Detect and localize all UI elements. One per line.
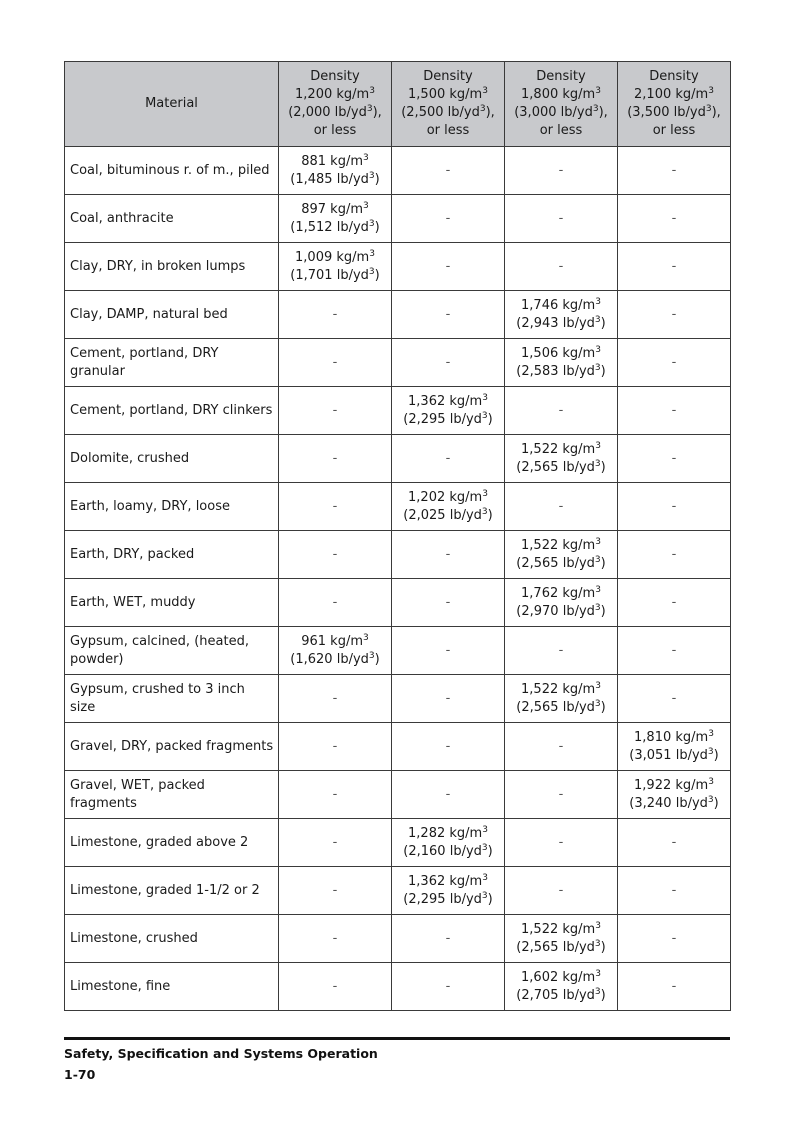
empty-cell <box>392 435 505 483</box>
density-metric: 881 kg/m <box>301 153 364 169</box>
density-imperial: (2,970 lb/yd <box>516 603 595 619</box>
table-row <box>65 195 731 243</box>
dash-placeholder: - <box>558 498 564 514</box>
exponent: 3 <box>481 506 488 517</box>
density-value-cell <box>505 531 618 579</box>
table-row <box>65 627 731 675</box>
empty-cell <box>505 195 618 243</box>
density-metric: 1,009 kg/m <box>295 249 370 265</box>
table-row <box>65 579 731 627</box>
header-density-1200 <box>279 62 392 147</box>
empty-cell <box>505 627 618 675</box>
material-cell: Earth, WET, muddy <box>65 579 279 627</box>
header-exponent: 3 <box>592 104 599 114</box>
exponent: 3 <box>595 296 601 307</box>
dash-placeholder: - <box>671 402 677 418</box>
dash-placeholder: - <box>332 498 338 514</box>
empty-cell <box>618 147 731 195</box>
dash-placeholder: - <box>671 930 677 946</box>
density-close: ) <box>713 795 719 811</box>
dash-placeholder: - <box>445 258 451 274</box>
empty-cell <box>392 723 505 771</box>
density-imperial: (2,943 lb/yd <box>516 315 595 331</box>
empty-cell <box>618 675 731 723</box>
dash-placeholder: - <box>558 162 564 178</box>
header-exponent: 3 <box>708 86 714 96</box>
empty-cell <box>279 915 392 963</box>
density-metric: 1,506 kg/m <box>521 345 596 361</box>
density-value-cell <box>392 819 505 867</box>
header-density-metric: 1,800 kg/m <box>521 87 596 102</box>
empty-cell <box>279 771 392 819</box>
dash-placeholder: - <box>558 642 564 658</box>
empty-cell <box>505 243 618 291</box>
exponent: 3 <box>368 218 375 229</box>
exponent: 3 <box>707 746 714 757</box>
header-exponent: 3 <box>479 104 486 114</box>
empty-cell <box>279 963 392 1011</box>
density-metric: 961 kg/m <box>301 633 364 649</box>
dash-placeholder: - <box>558 786 564 802</box>
header-density-2100 <box>618 62 731 147</box>
header-density-1800 <box>505 62 618 147</box>
exponent: 3 <box>594 986 601 997</box>
density-close: ) <box>487 891 493 907</box>
empty-cell <box>505 483 618 531</box>
exponent: 3 <box>368 650 375 661</box>
header-density-close: ), <box>711 105 721 120</box>
dash-placeholder: - <box>332 738 338 754</box>
density-value-cell <box>505 339 618 387</box>
header-exponent: 3 <box>369 86 375 96</box>
empty-cell <box>618 963 731 1011</box>
header-density-imperial: (2,500 lb/yd <box>401 105 480 120</box>
dash-placeholder: - <box>671 690 677 706</box>
density-metric: 1,810 kg/m <box>634 729 709 745</box>
header-density-qualifier: or less <box>539 123 583 138</box>
density-table <box>64 61 731 1011</box>
empty-cell <box>618 531 731 579</box>
density-value-cell <box>279 195 392 243</box>
empty-cell <box>392 915 505 963</box>
material-cell: Coal, anthracite <box>65 195 279 243</box>
density-imperial: (2,295 lb/yd <box>403 891 482 907</box>
header-density-label: Density <box>649 69 699 84</box>
exponent: 3 <box>595 440 601 451</box>
dash-placeholder: - <box>445 354 451 370</box>
exponent: 3 <box>481 410 488 421</box>
dash-placeholder: - <box>558 738 564 754</box>
header-density-1500 <box>392 62 505 147</box>
density-value-cell <box>618 771 731 819</box>
density-imperial: (3,051 lb/yd <box>629 747 708 763</box>
dash-placeholder: - <box>671 450 677 466</box>
empty-cell <box>505 771 618 819</box>
density-imperial: (2,025 lb/yd <box>403 507 482 523</box>
dash-placeholder: - <box>332 402 338 418</box>
dash-placeholder: - <box>332 306 338 322</box>
empty-cell <box>279 531 392 579</box>
table-row <box>65 387 731 435</box>
exponent: 3 <box>708 776 714 787</box>
density-close: ) <box>374 651 380 667</box>
empty-cell <box>505 867 618 915</box>
table-header-row <box>65 62 731 147</box>
density-metric: 1,762 kg/m <box>521 585 596 601</box>
empty-cell <box>618 195 731 243</box>
density-value-cell <box>505 579 618 627</box>
density-value-cell <box>279 627 392 675</box>
table-row <box>65 339 731 387</box>
dash-placeholder: - <box>671 210 677 226</box>
dash-placeholder: - <box>332 450 338 466</box>
empty-cell <box>618 243 731 291</box>
dash-placeholder: - <box>445 738 451 754</box>
empty-cell <box>279 435 392 483</box>
density-metric: 1,922 kg/m <box>634 777 709 793</box>
empty-cell <box>618 387 731 435</box>
empty-cell <box>392 675 505 723</box>
table-row <box>65 771 731 819</box>
density-close: ) <box>374 267 380 283</box>
material-cell: Coal, bituminous r. of m., piled <box>65 147 279 195</box>
material-cell: Earth, loamy, DRY, loose <box>65 483 279 531</box>
density-value-cell <box>618 723 731 771</box>
density-value-cell <box>392 483 505 531</box>
density-metric: 1,522 kg/m <box>521 537 596 553</box>
header-density-close: ), <box>485 105 495 120</box>
density-imperial: (1,701 lb/yd <box>290 267 369 283</box>
empty-cell <box>618 291 731 339</box>
empty-cell <box>618 867 731 915</box>
dash-placeholder: - <box>671 834 677 850</box>
density-metric: 1,746 kg/m <box>521 297 596 313</box>
header-exponent: 3 <box>705 104 712 114</box>
dash-placeholder: - <box>332 834 338 850</box>
exponent: 3 <box>594 458 601 469</box>
dash-placeholder: - <box>558 402 564 418</box>
header-density-label: Density <box>536 69 586 84</box>
dash-placeholder: - <box>671 978 677 994</box>
dash-placeholder: - <box>332 786 338 802</box>
exponent: 3 <box>482 488 488 499</box>
density-imperial: (3,240 lb/yd <box>629 795 708 811</box>
exponent: 3 <box>595 536 601 547</box>
dash-placeholder: - <box>445 306 451 322</box>
density-imperial: (2,565 lb/yd <box>516 699 595 715</box>
exponent: 3 <box>595 344 601 355</box>
density-imperial: (1,620 lb/yd <box>290 651 369 667</box>
density-value-cell <box>279 243 392 291</box>
exponent: 3 <box>481 842 488 853</box>
empty-cell <box>618 915 731 963</box>
dash-placeholder: - <box>671 306 677 322</box>
empty-cell <box>392 531 505 579</box>
header-exponent: 3 <box>366 104 373 114</box>
empty-cell <box>392 579 505 627</box>
header-exponent: 3 <box>482 86 488 96</box>
exponent: 3 <box>482 872 488 883</box>
header-exponent: 3 <box>595 86 601 96</box>
exponent: 3 <box>482 392 488 403</box>
empty-cell <box>392 339 505 387</box>
density-value-cell <box>505 963 618 1011</box>
empty-cell <box>279 579 392 627</box>
exponent: 3 <box>595 584 601 595</box>
material-cell: Gypsum, crushed to 3 inch size <box>65 675 279 723</box>
empty-cell <box>279 867 392 915</box>
header-density-metric: 1,500 kg/m <box>408 87 483 102</box>
exponent: 3 <box>368 266 375 277</box>
dash-placeholder: - <box>558 882 564 898</box>
exponent: 3 <box>708 728 714 739</box>
dash-placeholder: - <box>332 882 338 898</box>
density-imperial: (2,583 lb/yd <box>516 363 595 379</box>
dash-placeholder: - <box>558 834 564 850</box>
dash-placeholder: - <box>445 930 451 946</box>
density-imperial: (2,160 lb/yd <box>403 843 482 859</box>
material-cell: Limestone, fine <box>65 963 279 1011</box>
density-imperial: (2,295 lb/yd <box>403 411 482 427</box>
density-metric: 1,522 kg/m <box>521 681 596 697</box>
dash-placeholder: - <box>332 930 338 946</box>
material-cell: Clay, DRY, in broken lumps <box>65 243 279 291</box>
density-imperial: (1,485 lb/yd <box>290 171 369 187</box>
density-close: ) <box>600 939 606 955</box>
header-density-label: Density <box>423 69 473 84</box>
header-density-imperial: (3,500 lb/yd <box>627 105 706 120</box>
exponent: 3 <box>363 152 369 163</box>
density-close: ) <box>374 171 380 187</box>
material-cell: Earth, DRY, packed <box>65 531 279 579</box>
density-close: ) <box>713 747 719 763</box>
header-density-qualifier: or less <box>652 123 696 138</box>
density-metric: 1,602 kg/m <box>521 969 596 985</box>
empty-cell <box>618 627 731 675</box>
empty-cell <box>279 387 392 435</box>
table-row <box>65 819 731 867</box>
material-cell: Gravel, WET, packed fragments <box>65 771 279 819</box>
exponent: 3 <box>368 170 375 181</box>
empty-cell <box>505 387 618 435</box>
header-material: Material <box>65 62 279 147</box>
empty-cell <box>279 819 392 867</box>
empty-cell <box>279 675 392 723</box>
footer-section-title: Safety, Specification and Systems Operation <box>64 1046 378 1061</box>
dash-placeholder: - <box>445 450 451 466</box>
exponent: 3 <box>594 938 601 949</box>
table-row <box>65 675 731 723</box>
density-metric: 1,522 kg/m <box>521 921 596 937</box>
dash-placeholder: - <box>445 210 451 226</box>
density-value-cell <box>279 147 392 195</box>
empty-cell <box>618 483 731 531</box>
density-close: ) <box>600 987 606 1003</box>
exponent: 3 <box>595 680 601 691</box>
exponent: 3 <box>594 602 601 613</box>
empty-cell <box>279 339 392 387</box>
material-cell: Clay, DAMP, natural bed <box>65 291 279 339</box>
empty-cell <box>392 291 505 339</box>
density-close: ) <box>374 219 380 235</box>
density-metric: 1,202 kg/m <box>408 489 483 505</box>
table-row <box>65 867 731 915</box>
dash-placeholder: - <box>445 978 451 994</box>
exponent: 3 <box>482 824 488 835</box>
dash-placeholder: - <box>445 786 451 802</box>
density-imperial: (2,705 lb/yd <box>516 987 595 1003</box>
dash-placeholder: - <box>671 546 677 562</box>
dash-placeholder: - <box>332 354 338 370</box>
exponent: 3 <box>594 698 601 709</box>
density-value-cell <box>505 291 618 339</box>
dash-placeholder: - <box>671 498 677 514</box>
dash-placeholder: - <box>671 162 677 178</box>
exponent: 3 <box>707 794 714 805</box>
density-imperial: (2,565 lb/yd <box>516 939 595 955</box>
density-value-cell <box>392 387 505 435</box>
empty-cell <box>618 579 731 627</box>
empty-cell <box>618 435 731 483</box>
material-cell: Limestone, graded 1-1/2 or 2 <box>65 867 279 915</box>
table-row <box>65 243 731 291</box>
dash-placeholder: - <box>332 690 338 706</box>
header-density-imperial: (3,000 lb/yd <box>514 105 593 120</box>
header-density-qualifier: or less <box>313 123 357 138</box>
dash-placeholder: - <box>558 258 564 274</box>
material-cell: Limestone, crushed <box>65 915 279 963</box>
empty-cell <box>392 627 505 675</box>
empty-cell <box>392 771 505 819</box>
empty-cell <box>618 339 731 387</box>
material-cell: Gypsum, calcined, (heated, powder) <box>65 627 279 675</box>
empty-cell <box>279 723 392 771</box>
dash-placeholder: - <box>445 690 451 706</box>
dash-placeholder: - <box>332 594 338 610</box>
empty-cell <box>392 963 505 1011</box>
exponent: 3 <box>481 890 488 901</box>
exponent: 3 <box>594 362 601 373</box>
density-close: ) <box>487 843 493 859</box>
material-cell: Dolomite, crushed <box>65 435 279 483</box>
empty-cell <box>279 291 392 339</box>
density-imperial: (2,565 lb/yd <box>516 555 595 571</box>
density-value-cell <box>505 915 618 963</box>
density-imperial: (1,512 lb/yd <box>290 219 369 235</box>
density-value-cell <box>505 675 618 723</box>
empty-cell <box>505 723 618 771</box>
empty-cell <box>505 819 618 867</box>
exponent: 3 <box>595 968 601 979</box>
table-row <box>65 483 731 531</box>
material-cell: Cement, portland, DRY clinkers <box>65 387 279 435</box>
empty-cell <box>392 147 505 195</box>
table-body <box>65 147 731 1011</box>
exponent: 3 <box>369 248 375 259</box>
table-row <box>65 963 731 1011</box>
empty-cell <box>505 147 618 195</box>
density-close: ) <box>600 459 606 475</box>
empty-cell <box>392 243 505 291</box>
header-density-imperial: (2,000 lb/yd <box>288 105 367 120</box>
table-row <box>65 291 731 339</box>
empty-cell <box>279 483 392 531</box>
header-density-close: ), <box>372 105 382 120</box>
dash-placeholder: - <box>445 642 451 658</box>
header-density-metric: 2,100 kg/m <box>634 87 709 102</box>
density-metric: 1,362 kg/m <box>408 873 483 889</box>
exponent: 3 <box>363 200 369 211</box>
page-number: 1-70 <box>64 1067 96 1082</box>
header-density-close: ), <box>598 105 608 120</box>
density-metric: 1,362 kg/m <box>408 393 483 409</box>
empty-cell <box>392 195 505 243</box>
density-close: ) <box>487 507 493 523</box>
density-close: ) <box>600 363 606 379</box>
density-close: ) <box>600 699 606 715</box>
dash-placeholder: - <box>671 882 677 898</box>
exponent: 3 <box>595 920 601 931</box>
table-row <box>65 531 731 579</box>
footer-divider <box>64 1037 730 1040</box>
density-close: ) <box>487 411 493 427</box>
density-imperial: (2,565 lb/yd <box>516 459 595 475</box>
exponent: 3 <box>594 314 601 325</box>
table-row <box>65 147 731 195</box>
dash-placeholder: - <box>558 210 564 226</box>
header-density-label: Density <box>310 69 360 84</box>
dash-placeholder: - <box>332 978 338 994</box>
table-row <box>65 435 731 483</box>
density-value-cell <box>392 867 505 915</box>
exponent: 3 <box>363 632 369 643</box>
density-close: ) <box>600 555 606 571</box>
exponent: 3 <box>594 554 601 565</box>
dash-placeholder: - <box>445 162 451 178</box>
density-metric: 1,522 kg/m <box>521 441 596 457</box>
material-cell: Gravel, DRY, packed fragments <box>65 723 279 771</box>
dash-placeholder: - <box>671 258 677 274</box>
material-cell: Cement, portland, DRY granular <box>65 339 279 387</box>
dash-placeholder: - <box>332 546 338 562</box>
dash-placeholder: - <box>671 354 677 370</box>
header-density-qualifier: or less <box>426 123 470 138</box>
density-close: ) <box>600 603 606 619</box>
dash-placeholder: - <box>671 594 677 610</box>
dash-placeholder: - <box>445 546 451 562</box>
material-cell: Limestone, graded above 2 <box>65 819 279 867</box>
header-density-metric: 1,200 kg/m <box>295 87 370 102</box>
dash-placeholder: - <box>671 642 677 658</box>
dash-placeholder: - <box>445 594 451 610</box>
table-row <box>65 723 731 771</box>
density-close: ) <box>600 315 606 331</box>
density-metric: 897 kg/m <box>301 201 364 217</box>
density-value-cell <box>505 435 618 483</box>
density-metric: 1,282 kg/m <box>408 825 483 841</box>
empty-cell <box>618 819 731 867</box>
table-row <box>65 915 731 963</box>
